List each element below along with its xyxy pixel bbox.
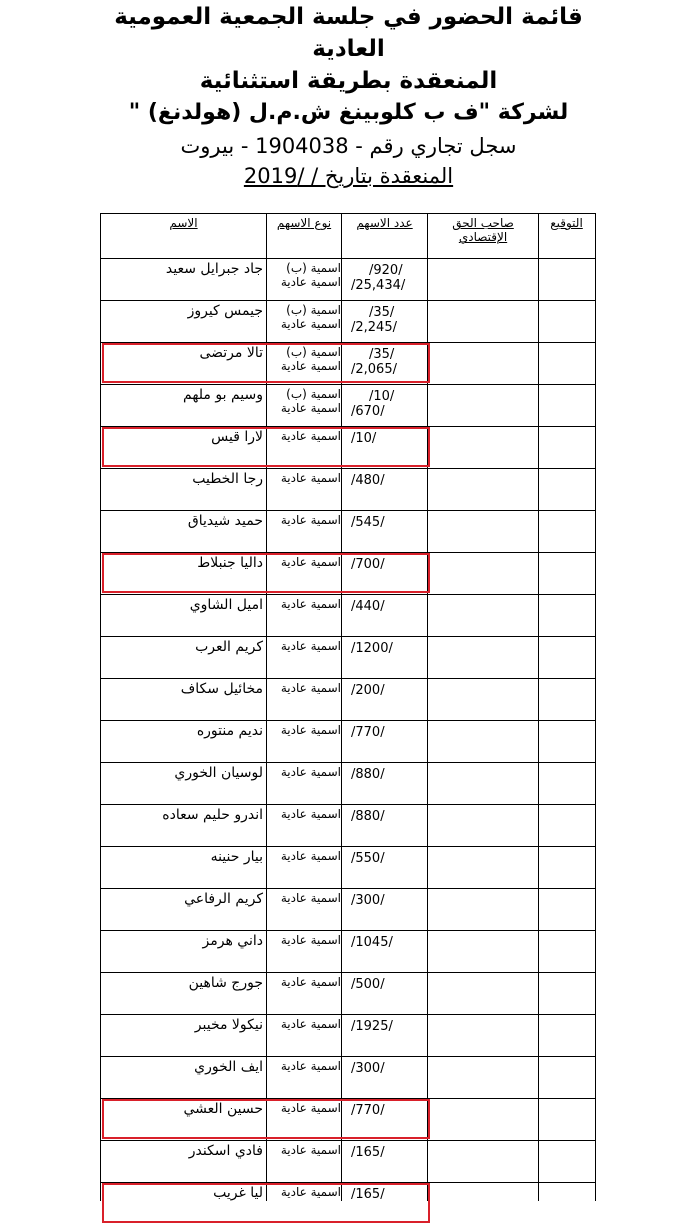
share-type-line: اسمية عادية	[280, 975, 341, 989]
share-count-line: /165/	[351, 1187, 385, 1201]
share-type	[267, 765, 341, 779]
shareholder-name: جاد جبرايل سعيد	[165, 261, 263, 277]
share-count-line: /770/	[351, 1103, 385, 1118]
share-type-line: اسمية عادية	[280, 933, 341, 947]
share-count	[341, 263, 437, 293]
shareholder-name: ليا غريب	[213, 1185, 263, 1201]
share-type	[267, 513, 341, 527]
share-count-line: /480/	[351, 473, 385, 488]
share-count-line: /545/	[351, 515, 385, 530]
header-name: الاسم	[169, 216, 198, 230]
share-type-line: اسمية عادية	[280, 765, 341, 779]
shareholder-name: جيمس كيروز	[187, 303, 263, 319]
share-count-line: /700/	[351, 557, 385, 572]
share-count	[341, 851, 437, 866]
share-count	[341, 389, 437, 419]
share-type-line: اسمية عادية	[280, 1017, 341, 1031]
share-count-line: /500/	[351, 977, 385, 992]
shareholder-name: تالا مرتضى	[199, 345, 263, 361]
share-count-line: /25,434/	[351, 278, 406, 293]
share-type-line: اسمية عادية	[280, 1101, 341, 1115]
table-row	[101, 1056, 595, 1099]
table-row	[101, 468, 595, 511]
share-count-line: /10/	[351, 431, 377, 446]
shareholder-name: نديم منتوره	[196, 723, 263, 739]
table-row	[101, 258, 595, 301]
share-type-line: اسمية عادية	[280, 317, 341, 331]
share-type	[267, 1059, 341, 1073]
header-signature: التوقيع	[550, 216, 583, 230]
share-count	[341, 977, 437, 992]
table-row	[101, 300, 595, 343]
share-type-line: اسمية (ب)	[286, 303, 341, 317]
share-type	[267, 975, 341, 989]
share-count	[341, 1061, 437, 1076]
share-count-line: /880/	[351, 809, 385, 824]
shareholder-name: ايف الخوري	[194, 1059, 263, 1075]
share-count-line: /1200/	[351, 641, 393, 656]
share-type-line: اسمية عادية	[280, 401, 341, 415]
shareholder-name: داني هرمز	[202, 933, 263, 949]
highlight-box	[102, 427, 430, 467]
company-name: لشركة "ف ب كلوبينغ ش.م.ل (هولدنغ) "	[128, 100, 569, 125]
share-type-line: اسمية عادية	[280, 723, 341, 737]
share-count	[341, 767, 437, 782]
share-type-line: اسمية عادية	[280, 1059, 341, 1073]
table-row	[101, 720, 595, 763]
table-row	[101, 930, 595, 973]
share-type-line: اسمية عادية	[280, 275, 341, 289]
shareholder-name: كريم الرفاعي	[184, 891, 263, 907]
share-count-line: /165/	[351, 1145, 385, 1160]
share-type	[267, 597, 341, 611]
share-type-line: اسمية عادية	[280, 681, 341, 695]
table-row	[101, 846, 595, 889]
shareholder-name: لارا قيس	[211, 429, 263, 445]
table-row	[101, 972, 595, 1015]
shareholder-name: حميد شيدياق	[187, 513, 263, 529]
share-type-line: اسمية (ب)	[286, 387, 341, 401]
share-type	[267, 891, 341, 905]
share-count	[341, 641, 437, 656]
share-count	[341, 1019, 437, 1034]
highlight-box	[102, 343, 430, 383]
share-type-line: اسمية عادية	[280, 849, 341, 863]
shareholder-name: فادي اسكندر	[188, 1143, 263, 1159]
share-type	[267, 681, 341, 695]
share-count-line: /200/	[351, 683, 385, 698]
share-type-line: اسمية عادية	[280, 513, 341, 527]
registry-number: سجل تجاري رقم - 1904038 - بيروت	[180, 134, 517, 158]
shareholder-name: اميل الشاوي	[189, 597, 263, 613]
share-count	[341, 809, 437, 824]
table-row	[101, 762, 595, 805]
share-type-line: اسمية عادية	[280, 597, 341, 611]
shareholder-name: وسيم بو ملهم	[183, 387, 263, 403]
share-type-line: اسمية عادية	[280, 639, 341, 653]
table-header-row	[101, 214, 595, 259]
table-row	[101, 888, 595, 931]
title-line-3: المنعقدة بطريقة استثنائية	[199, 68, 498, 94]
share-type	[267, 303, 341, 331]
share-type	[267, 849, 341, 863]
share-count-line: /10/	[369, 389, 395, 404]
share-count-line: /300/	[351, 893, 385, 908]
table-row	[101, 510, 595, 553]
share-count-line: /550/	[351, 851, 385, 866]
share-count	[341, 599, 437, 614]
share-type-line: اسمية (ب)	[286, 261, 341, 275]
share-type	[267, 723, 341, 737]
highlight-box	[102, 553, 430, 593]
share-count-line: /35/	[369, 347, 395, 362]
highlight-box	[102, 1183, 430, 1223]
table-row	[101, 594, 595, 637]
share-count	[341, 725, 437, 740]
share-type	[267, 807, 341, 821]
share-count	[341, 515, 437, 530]
title-line-2: العادية	[312, 36, 385, 62]
share-count-line: /1045/	[351, 935, 393, 950]
table-row	[101, 1014, 595, 1057]
share-type	[267, 387, 341, 415]
share-type	[267, 471, 341, 485]
header-owner: صاحب الحق الإقتصادي	[452, 216, 514, 244]
table-row	[101, 804, 595, 847]
shareholder-name: داليا جنبلاط	[197, 555, 263, 571]
shareholder-name: جورج شاهين	[188, 975, 263, 991]
shareholder-name: مخائيل سكاف	[180, 681, 263, 697]
header-type: نوع الاسهم	[276, 216, 332, 230]
share-type	[267, 261, 341, 289]
share-count	[341, 935, 437, 950]
shareholder-name: حسين العشي	[183, 1101, 263, 1117]
share-count-line: /2,065/	[351, 362, 397, 377]
share-count	[341, 1145, 437, 1160]
shareholder-name: رجا الخطيب	[192, 471, 263, 487]
title-line-1: قائمة الحضور في جلسة الجمعية العمومية	[114, 4, 583, 30]
highlight-box	[102, 1099, 430, 1139]
meeting-date: المنعقدة بتاريخ / /2019	[243, 164, 454, 188]
share-count	[341, 305, 437, 335]
share-type-line: اسمية عادية	[280, 1185, 341, 1199]
table-row	[101, 1140, 595, 1183]
shareholder-name: لوسيان الخوري	[174, 765, 263, 781]
share-count-line: /1925/	[351, 1019, 393, 1034]
share-count-line: /920/	[369, 263, 403, 278]
share-type-line: اسمية (ب)	[286, 345, 341, 359]
share-count-line: /2,245/	[351, 320, 397, 335]
share-type-line: اسمية عادية	[280, 359, 341, 373]
shareholder-name: كريم العرب	[195, 639, 263, 655]
share-count-line: /440/	[351, 599, 385, 614]
shareholder-name: بيار حنينه	[210, 849, 263, 865]
share-type-line: اسمية عادية	[280, 429, 341, 443]
share-type	[267, 1017, 341, 1031]
share-count	[341, 683, 437, 698]
table-row	[101, 636, 595, 679]
share-count-line: /880/	[351, 767, 385, 782]
share-type-line: اسمية عادية	[280, 891, 341, 905]
share-count	[341, 473, 437, 488]
share-type-line: اسمية عادية	[280, 1143, 341, 1157]
header-shares: عدد الاسهم	[356, 216, 413, 230]
shareholder-name: اندرو حليم سعاده	[162, 807, 263, 823]
share-type	[267, 933, 341, 947]
share-type-line: اسمية عادية	[280, 807, 341, 821]
share-count-line: /670/	[351, 404, 385, 419]
share-type-line: اسمية عادية	[280, 555, 341, 569]
shareholder-name: نيكولا مخيبر	[194, 1017, 263, 1033]
share-count-line: /770/	[351, 725, 385, 740]
share-count-line: /300/	[351, 1061, 385, 1076]
share-count	[341, 893, 437, 908]
share-type	[267, 1143, 341, 1157]
table-row	[101, 678, 595, 721]
share-type-line: اسمية عادية	[280, 471, 341, 485]
table-row	[101, 384, 595, 427]
share-count-line: /35/	[369, 305, 395, 320]
share-type	[267, 639, 341, 653]
